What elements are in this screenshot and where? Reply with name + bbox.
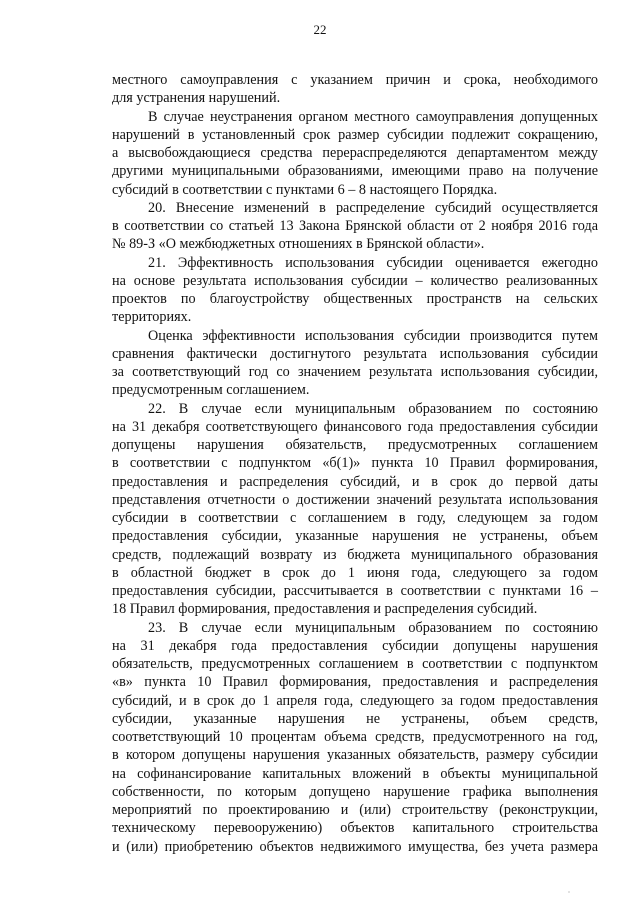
text-line: 20. Внесение изменений в распределение субсидий осуществляется <box>148 199 598 216</box>
text-line: собственности, по которым допущено нарушение графика выполнения <box>112 783 598 800</box>
text-line: № 89-З «О межбюджетных отношениях в Брянской области». <box>112 236 485 253</box>
text-line: за соответствующий год со значением результата использования субсидии, <box>112 364 598 380</box>
text-line: субсидии, указанные нарушения не устранены, объем средств, <box>112 710 598 727</box>
text-line: мероприятий по проектированию и (или) строительству (реконструкции, <box>112 802 598 818</box>
text-line: средств, подлежащий возврату из бюджета муниципального образования <box>112 546 598 563</box>
text-line: 23. В случае если муниципальным образованием по состоянию <box>148 619 598 636</box>
text-line: В случае неустранения органом местного самоуправления допущенных <box>148 108 598 125</box>
text-line: допущены нарушения обязательств, предусмотренных соглашением <box>112 437 598 453</box>
text-line: сравнения фактически достигнутого результата использования субсидии <box>112 345 598 362</box>
text-line: субсидий в соответствии с пунктами 6 – 8 настоящего Порядка. <box>112 181 498 198</box>
text-line: на софинансирование капитальных вложений в объекты муниципальной <box>112 765 598 782</box>
text-line: а высвобождающиеся средства перераспределяются департаментом между <box>112 145 598 161</box>
text-line: для устранения нарушений. <box>112 90 281 107</box>
text-line: предоставления субсидии, рассчитывается в соответствии с пунктами 16 – <box>112 583 598 599</box>
text-line: в областной бюджет в срок до 1 июня года, следующего за годом <box>112 564 598 581</box>
text-line: на 31 декабря соответствующего финансового года предоставления субсидии <box>112 418 598 435</box>
text-line: предоставления и распределения субсидий, и в срок до первой даты <box>112 473 598 490</box>
text-line: нарушений в установленный срок размер субсидии подлежит сокращению, <box>112 126 598 143</box>
text-line: техническому перевооружению) объектов капитального строительства <box>112 820 598 837</box>
document-body <box>112 71 598 856</box>
text-line: соответствующий 10 процентам объема средств, предусмотренного на год, <box>112 729 598 745</box>
text-line: «в» пункта 10 Правил формирования, предоставления и распределения <box>112 674 598 691</box>
text-line: в котором допущены нарушения указанных обязательств, размеру субсидии <box>112 747 598 764</box>
text-line: территориях. <box>112 309 192 326</box>
text-line: субсидии в соответствии с соглашением в году, следующем за годом <box>112 510 598 526</box>
text-line: другими муниципальными образованиями, имеющими право на получение <box>112 163 598 180</box>
text-line: в соответствии с подпунктом «б(1)» пункта 10 Правил формирования, <box>112 455 598 472</box>
text-line: предусмотренным соглашением. <box>112 382 310 399</box>
text-line: представления отчетности о достижении значений результата использования <box>112 491 598 508</box>
text-line: Оценка эффективности использования субсидии производится путем <box>148 327 598 344</box>
text-line: проектов по благоустройству общественных пространств на сельских <box>112 291 598 307</box>
text-line: предоставления субсидии, указанные нарушения не устранены, объем <box>112 528 598 545</box>
text-line: 18 Правил формирования, предоставления и распределения субсидий. <box>112 601 538 618</box>
text-line: 21. Эффективность использования субсидии оценивается ежегодно <box>148 254 598 271</box>
scan-artifact <box>568 891 570 893</box>
text-line: обязательств, предусмотренных соглашением в соответствии с подпунктом <box>112 656 598 672</box>
text-line: местного самоуправления с указанием причин и срока, необходимого <box>112 72 598 88</box>
text-line: 22. В случае если муниципальным образованием по состоянию <box>148 400 598 417</box>
text-line: на 31 декабря года предоставления субсидии допущены нарушения <box>112 637 598 654</box>
page-number: 22 <box>313 22 327 37</box>
text-line: и (или) приобретению объектов недвижимого имущества, без учета размера <box>112 838 598 855</box>
text-line: в соответствии со статьей 13 Закона Брянской области от 2 ноября 2016 года <box>112 218 598 234</box>
text-line: на основе результата использования субсидии – количество реализованных <box>112 272 598 289</box>
text-line: субсидий, и в срок до 1 апреля года, следующего за годом предоставления <box>112 692 598 709</box>
